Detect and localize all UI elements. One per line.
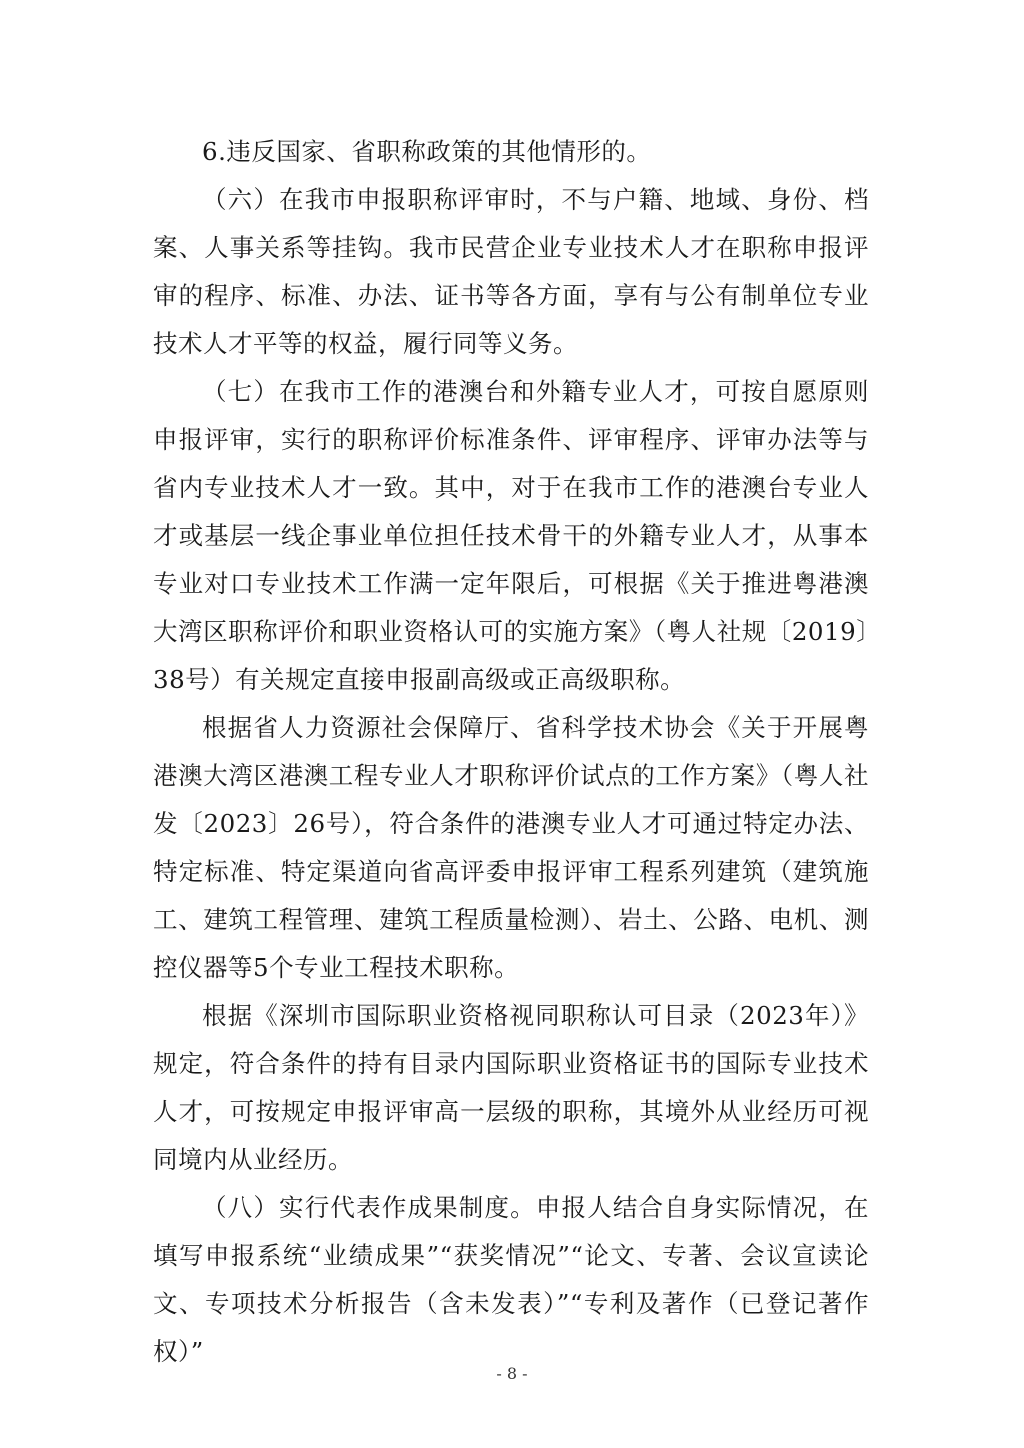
paragraph-international-qualification: 根据《深圳市国际职业资格视同职称认可目录（2023年）》规定，符合条件的持有目录内国际职业资格证书的国际专业技术人才，可按规定申报评审高一层级的职称，其境外从业经历可视同境内从业经历。 — [153, 1001, 869, 1174]
paragraph-section-7: （七）在我市工作的港澳台和外籍专业人才，可按自愿原则申报评审，实行的职称评价标准条件、评审程序、评审办法等与省内专业技术人才一致。其中，对于在我市工作的港澳台专业人才或基层一线企事业单位担任技术骨干的外籍专业人才，从事本专业对口专业技术工作满一定年限后，可根据《关于推进粤港澳大湾区职称评价和职业资格认可的实施方案》（粤人社规〔2019〕38号）有关规定直接申报副高级或正高级职称。 — [153, 377, 869, 694]
page-number: - 8 - — [496, 1364, 528, 1383]
paragraph-hk-macao-pilot: 根据省人力资源社会保障厅、省科学技术协会《关于开展粤港澳大湾区港澳工程专业人才职称评价试点的工作方案》（粤人社发〔2023〕26号），符合条件的港澳专业人才可通过特定办法、特定标准、特定渠道向省高评委申报评审工程系列建筑（建筑施工、建筑工程管理、建筑工程质量检测）、岩土、公路、电机、测控仪器等5个专业工程技术职称。 — [153, 713, 869, 982]
document-body — [153, 128, 869, 1376]
paragraph-section-6: （六）在我市申报职称评审时，不与户籍、地域、身份、档案、人事关系等挂钩。我市民营企业专业技术人才在职称申报评审的程序、标准、办法、证书等各方面，享有与公有制单位专业技术人才平等的权益，履行同等义务。 — [153, 185, 869, 358]
paragraph-section-8: （八）实行代表作成果制度。申报人结合自身实际情况，在填写申报系统“业绩成果”“获奖情况”“论文、专著、会议宣读论文、专项技术分析报告（含未发表）”“专利及著作（已登记著作权）” — [153, 1193, 869, 1366]
paragraph-item-6: 6.违反国家、省职称政策的其他情形的。 — [202, 137, 652, 166]
